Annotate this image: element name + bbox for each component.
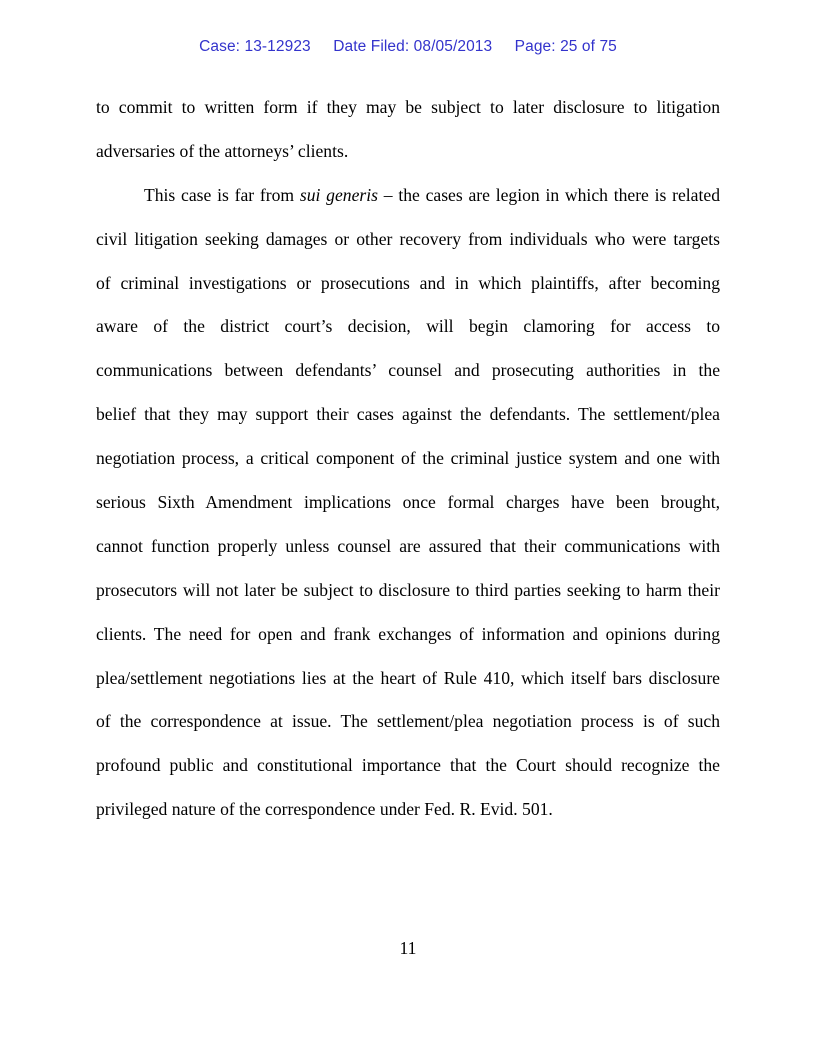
text-line: aware of the district court’s decision, will begin clamoring for access to — [96, 316, 720, 337]
text-line: of the correspondence at issue. The settlement/plea negotiation process is of such — [96, 711, 720, 732]
paragraph-opening-line — [96, 180, 720, 224]
text-line: civil litigation seeking damages or other recovery from individuals who were targets — [96, 228, 720, 249]
text-line: belief that they may support their cases against the defendants. The settlement/plea — [96, 404, 720, 425]
text-line: profound public and constitutional importance that the Court should recognize the — [96, 755, 720, 776]
text-line: clients. The need for open and frank exchanges of information and opinions during — [96, 623, 720, 644]
text-line: privileged nature of the correspondence under Fed. R. Evid. 501. — [96, 799, 553, 820]
filing-header — [0, 38, 816, 56]
text-line: of criminal investigations or prosecutions and in which plaintiffs, after becoming — [96, 272, 720, 293]
text-line: communications between defendants’ counsel and prosecuting authorities in the — [96, 360, 720, 381]
text-line: plea/settlement negotiations lies at the heart of Rule 410, which itself bars disclosure — [96, 667, 720, 688]
text-run: This case is far from — [144, 184, 300, 205]
text-line: prosecutors will not later be subject to disclosure to third parties seeking to harm their — [96, 579, 720, 600]
case-number: Case: 13-12923 — [199, 38, 311, 55]
text-line: negotiation process, a critical component of the criminal justice system and one with — [96, 448, 720, 469]
brief-body — [96, 92, 720, 838]
text-line: serious Sixth Amendment implications once formal charges have been brought, — [96, 492, 720, 513]
text-line: adversaries of the attorneys’ clients. — [96, 140, 349, 161]
date-filed: Date Filed: 08/05/2013 — [333, 38, 493, 55]
italic-term: sui generis — [299, 184, 378, 205]
page-number: 11 — [399, 938, 417, 958]
text-line: cannot function properly unless counsel are assured that their communications with — [96, 535, 720, 556]
text-line: to commit to written form if they may be subject to later disclosure to litigation — [96, 97, 720, 117]
text-run: – the cases are legion in which there is related — [377, 184, 720, 205]
page-count: Page: 25 of 75 — [514, 38, 617, 55]
